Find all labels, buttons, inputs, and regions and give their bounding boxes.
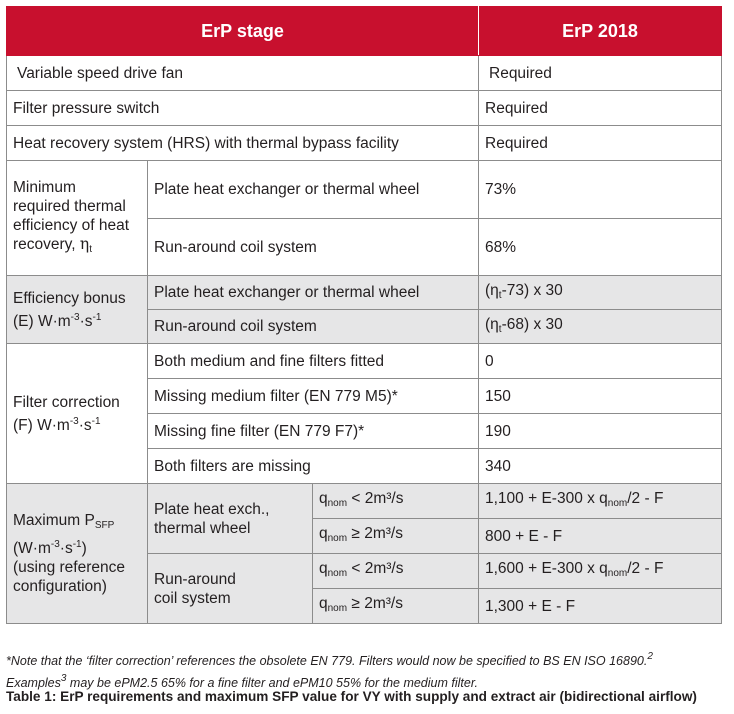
row-label: Filter pressure switch: [7, 91, 479, 126]
eta-symbol: η: [79, 234, 90, 253]
row-label: Plate heat exchanger or thermal wheel: [148, 161, 479, 219]
header-erp-stage: ErP stage: [7, 7, 479, 56]
header-erp-2018: ErP 2018: [479, 7, 722, 56]
table-row: [7, 126, 722, 161]
group-max-sfp: Maximum $P_{SFP}$ $(W\cdot m^{-3}\cdot s^{-1})$ (using reference configuration): [7, 484, 148, 624]
table-row: [7, 161, 722, 219]
row-value: 73%: [479, 161, 722, 219]
flow-condition: $q_{nom} \ge 2m^3/s$: [313, 519, 479, 554]
row-value: 340: [479, 449, 722, 484]
sfp-formula: 800 + E - F: [479, 519, 722, 554]
flow-condition: $q_{nom} \ge 2m^3/s$: [313, 589, 479, 624]
row-value: 150: [479, 379, 722, 414]
row-label: Both filters are missing: [148, 449, 479, 484]
table-row: [7, 276, 722, 310]
group-line: efficiency of heat: [13, 216, 130, 234]
row-value: 190: [479, 414, 722, 449]
row-label: Run-around coil system: [148, 219, 479, 276]
row-value: 0: [479, 344, 722, 379]
group-min-efficiency: [7, 161, 148, 276]
row-value: 68%: [479, 219, 722, 276]
row-label: Run-around coil system: [148, 310, 479, 344]
sfp-formula: 1,100 + E-300 x $q_{nom}/2$ - F: [479, 484, 722, 519]
sfp-formula: 1,300 + E - F: [479, 589, 722, 624]
row-label: Missing medium filter (EN 779 M5)*: [148, 379, 479, 414]
table-row: [7, 91, 722, 126]
row-value: Required: [479, 91, 722, 126]
group-line: Minimum: [13, 178, 76, 196]
flow-condition: $q_{nom} < 2m^3/s$: [313, 484, 479, 519]
table-row: [7, 344, 722, 379]
row-label: Variable speed drive fan: [7, 56, 479, 91]
row-value: Required: [479, 56, 722, 91]
row-value: $(\eta_t-68)$ x 30: [479, 310, 722, 344]
footnote: *Note that the ‘filter correction’ references the obsolete EN 779. Filters would now be specified to BS EN ISO 16890.$^2$ Examples$^3$ may be ePM2.5 65% for a fine filter and ePM10 55% for the medium filter.: [6, 651, 653, 690]
table-row: [7, 484, 722, 519]
row-label: Missing fine filter (EN 779 F7)*: [148, 414, 479, 449]
group-filter-correction: Filter correction (F) $W\cdot m^{-3}\cdot s^{-1}$: [7, 344, 148, 484]
sub-group-run-around: Run-around coil system: [148, 554, 313, 624]
row-label: Heat recovery system (HRS) with thermal bypass facility: [7, 126, 479, 161]
group-line: required thermal: [13, 197, 126, 215]
row-label: Plate heat exchanger or thermal wheel: [148, 276, 479, 310]
table-caption: Table 1: ErP requirements and maximum SFP value for VY with supply and extract air (bidirectional airflow): [6, 689, 697, 704]
flow-condition: $q_{nom} < 2m^3/s$: [313, 554, 479, 589]
erp-requirements-table: [6, 6, 722, 624]
row-label: Both medium and fine filters fitted: [148, 344, 479, 379]
group-line: recovery, $\eta_t$: [13, 234, 92, 255]
row-value: $(\eta_t-73)$ x 30: [479, 276, 722, 310]
sub-group-plate: Plate heat exch., thermal wheel: [148, 484, 313, 554]
table-header-row: [7, 7, 722, 56]
group-efficiency-bonus: Efficiency bonus (E) $W\cdot m^{-3}\cdot s^{-1}$: [7, 276, 148, 344]
table-row: [7, 56, 722, 91]
row-value: Required: [479, 126, 722, 161]
sfp-formula: 1,600 + E-300 x $q_{nom}/2$ - F: [479, 554, 722, 589]
